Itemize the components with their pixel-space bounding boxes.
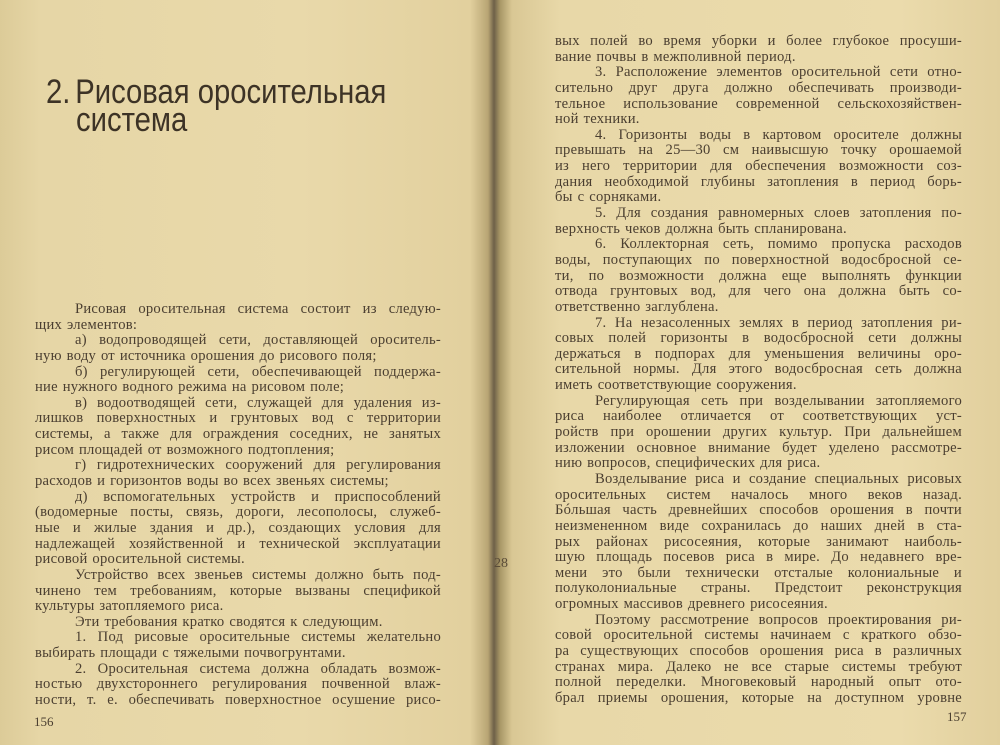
text-line: нию вопросов, специфических для риса. xyxy=(555,455,821,472)
text-line: рисом площадей от возможного подтопления; xyxy=(35,441,335,458)
text-line: Поэтому рассмотрение вопросов проектирования ри- xyxy=(595,611,962,628)
text-line: риса наиболее отличается от соответствующих уст- xyxy=(555,408,962,425)
text-line: мени это были технически отсталые колониальные и xyxy=(555,564,962,581)
text-line: щих элементов: xyxy=(35,316,138,333)
right-page-body xyxy=(555,34,962,707)
text-line: из него территории для обеспечения возможности соз- xyxy=(555,158,962,175)
text-line: Возделывание риса и создание специальных рисовых xyxy=(595,470,962,487)
chapter-title-line-2: система xyxy=(76,101,188,139)
text-line: ти, по возможности должна еще выполнять функции xyxy=(555,267,962,284)
left-page-body xyxy=(35,302,441,709)
text-line: дания необходимой глубины затопления в период борь- xyxy=(555,173,962,190)
text-line: 1. Под рисовые оросительные системы желательно xyxy=(75,629,441,646)
text-line: тельное использование современной сельскохозяйствен- xyxy=(555,95,962,112)
text-line: надлежащей хозяйственной и технической эксплуатации xyxy=(35,535,441,552)
text-line: Регулирующая сеть при возделывании затопляемого xyxy=(595,392,962,409)
text-line: рисовой оросительной системы. xyxy=(35,551,245,568)
text-line: брал приемы орошения, которые на доступном уровне xyxy=(555,689,962,706)
text-line: ной техники. xyxy=(555,111,640,128)
text-line: ную воду от источника орошения до рисового поля; xyxy=(35,347,377,364)
text-line: отвода грунтовых вод, для чего она должна быть со- xyxy=(555,283,962,300)
text-line: культуры затопляемого риса. xyxy=(35,598,224,615)
text-line: (водомерные посты, связь, дороги, лесополосы, служеб- xyxy=(35,504,441,521)
text-line: системы, а также для ограждения соседних, не занятых xyxy=(35,426,441,443)
text-line: выбирать площади с тяжелыми почвогрунтами. xyxy=(35,645,346,662)
text-line: странах мира. Далеко не все старые системы требуют xyxy=(555,658,962,675)
page-number-right: 157 xyxy=(947,709,967,724)
text-line: оросительных систем началось много веков назад. xyxy=(555,486,962,503)
text-line: огромных массивов древнего рисосеяния. xyxy=(555,596,828,613)
text-line: держаться в подпорах для уменьшения величины оро- xyxy=(555,345,962,362)
text-line: ностью двухстороннего регулирования почвенной влаж- xyxy=(35,676,441,693)
text-line: полуколониальные страны. Предстоит реконструкция xyxy=(555,580,962,597)
chapter-title-line-1: Рисовая оросительная xyxy=(75,73,387,111)
text-line: д) вспомогательных устройств и приспособлений xyxy=(75,488,441,505)
text-line: воды, поступающих по поверхностной водосбросной се- xyxy=(555,251,962,268)
text-line: совой оросительной системы начинаем с краткого обзо- xyxy=(555,627,962,644)
text-line: неизмененном виде сохранилась до наших дней в ста- xyxy=(555,517,962,534)
text-line: ройств при орошении других культур. При дальнейшем xyxy=(555,424,962,441)
text-line: ра существующих способов орошения риса в различных xyxy=(555,642,962,659)
text-line: полной переделки. Многовековый народный опыт ото- xyxy=(555,674,962,691)
text-line: расходов и горизонтов воды во всех звеньях системы; xyxy=(35,473,389,490)
right-page xyxy=(494,0,1000,745)
text-line: б) регулирующей сети, обеспечивающей поддержа- xyxy=(75,363,441,380)
text-line: 2. Оросительная система должна обладать возмож- xyxy=(75,660,441,677)
text-line: бы с сорняками. xyxy=(555,189,662,206)
text-line: Эти требования кратко сводятся к следующим. xyxy=(75,613,383,630)
text-line: ние нужного водного режима на рисовом поле; xyxy=(35,379,345,396)
text-line: 4. Горизонты воды в картовом оросителе должны xyxy=(595,126,962,143)
text-line: а) водопроводящей сети, доставляющей ороситель- xyxy=(75,332,441,349)
text-line: 7. На незасоленных землях в период затопления ри- xyxy=(595,314,962,331)
text-line: сительно друг друга должно обеспечивать производи- xyxy=(555,79,962,96)
gutter-mark: 28 xyxy=(494,556,508,571)
text-line: Устройство всех звеньев системы должно быть под- xyxy=(75,566,441,583)
text-line: превышать на 25—30 см наивысшую точку орошаемой xyxy=(555,142,962,159)
text-line: ответственно заглублена. xyxy=(555,298,719,315)
text-line: ные и жилые здания и др.), создающих условия для xyxy=(35,519,441,536)
text-line: 6. Коллекторная сеть, помимо пропуска расходов xyxy=(595,236,962,253)
text-line: Рисовая оросительная система состоит из следую- xyxy=(75,301,441,317)
page-number-left: 156 xyxy=(34,714,54,729)
text-line: вых полей во время уборки и более глубокое просуши- xyxy=(555,33,962,49)
text-line: иметь соответствующие сооружения. xyxy=(555,377,797,394)
text-line: совых полей горизонты в водосбросной сети должны xyxy=(555,330,962,347)
text-line: шую площадь посевов риса в мире. До недавнего вре- xyxy=(555,549,962,566)
text-line: 3. Расположение элементов оросительной сети отно- xyxy=(595,64,962,81)
text-line: ности, т. е. обеспечивать поверхностное осушение рисо- xyxy=(35,692,441,709)
chapter-number: 2. xyxy=(46,73,71,111)
text-line: лишков поверхностных и грунтовых вод с территории xyxy=(35,410,441,427)
text-line: 5. Для создания равномерных слоев затопления по- xyxy=(595,205,962,222)
text-line: рых районах рисосеяния, которые занимают наиболь- xyxy=(555,533,962,550)
text-line: в) водоотводящей сети, служащей для удаления из- xyxy=(75,394,441,411)
text-line: изложении основное внимание будет уделено рассмотре- xyxy=(555,439,962,456)
text-line: сительной нормы. Для этого водосбросная сеть должна xyxy=(555,361,962,378)
text-line: вание почвы в межполивной период. xyxy=(555,48,796,65)
text-line: Бóльшая часть древнейших способов орошения в почти xyxy=(555,502,962,519)
left-page xyxy=(0,0,490,745)
text-line: г) гидротехнических сооружений для регулирования xyxy=(75,457,441,474)
text-line: чинено тем требованиям, которые вызваны спецификой xyxy=(35,582,441,599)
text-line: верхность чеков должна быть спланирована. xyxy=(555,220,847,237)
